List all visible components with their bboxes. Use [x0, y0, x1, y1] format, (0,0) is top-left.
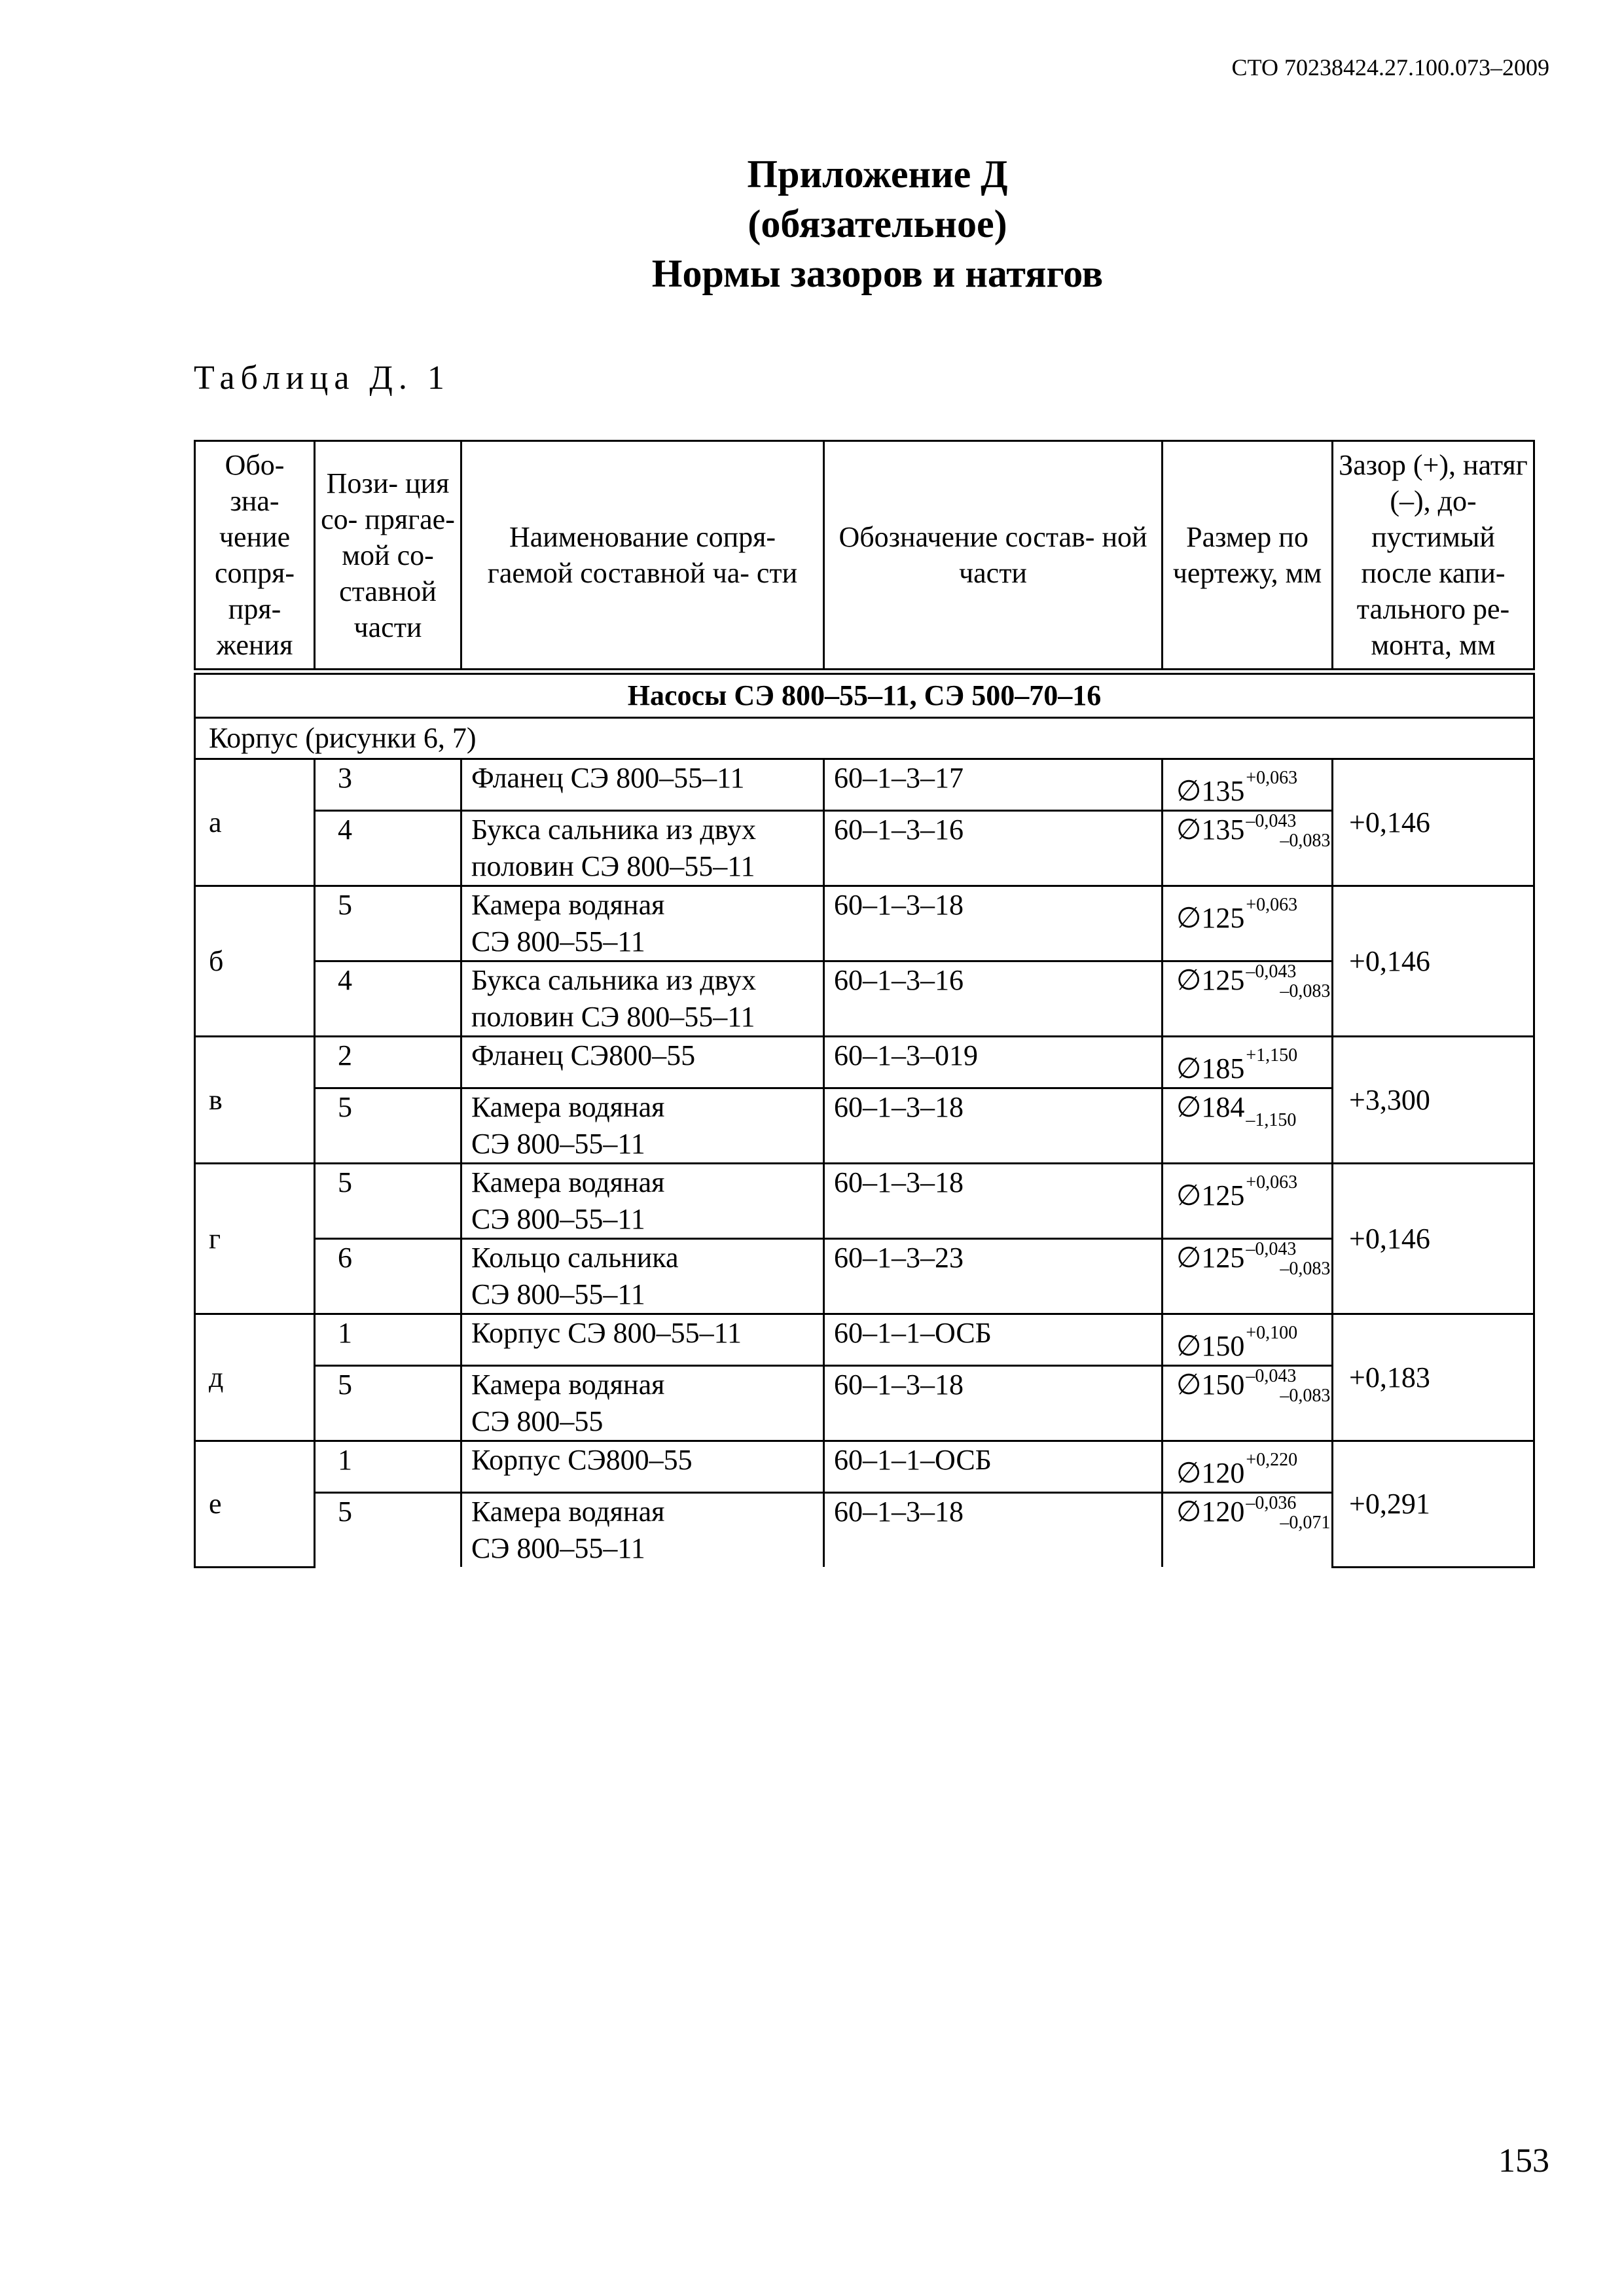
part-name-cell — [461, 759, 824, 811]
part-name-line: СЭ 800–55–11 — [471, 1128, 645, 1160]
part-name-cell — [461, 1239, 824, 1314]
upper-deviation: –0,043 — [1246, 1239, 1297, 1259]
col-header-designation: Обозначение состав- ной части — [824, 441, 1163, 672]
part-name-line: Камера водяная — [471, 1166, 665, 1198]
gap-value-cell: +0,146 — [1333, 1164, 1534, 1314]
tolerance-stack — [1246, 1494, 1330, 1533]
part-name-line: Камера водяная — [471, 1091, 665, 1123]
designation-cell: 60–1–3–18 — [824, 1493, 1163, 1568]
part-name-cell — [461, 811, 824, 886]
size-cell — [1163, 886, 1333, 961]
part-name-line: половин СЭ 800–55–11 — [471, 1001, 755, 1033]
col-header-name: Наименование сопря- гаемой составной ча- сти — [461, 441, 824, 672]
nominal-size: ∅150 — [1176, 1330, 1245, 1362]
mating-mark-cell: в — [195, 1037, 315, 1164]
part-name-cell — [461, 886, 824, 961]
lower-deviation: –0,071 — [1280, 1513, 1331, 1533]
upper-deviation: –0,036 — [1246, 1493, 1297, 1513]
nominal-size: ∅135 — [1176, 775, 1245, 807]
part-name-line: Камера водяная — [471, 889, 665, 921]
group-row — [195, 718, 1534, 759]
document-code: СТО 70238424.27.100.073–2009 — [1231, 54, 1549, 81]
position-cell: 5 — [315, 1164, 461, 1239]
position-cell: 5 — [315, 1493, 461, 1568]
section-title: Насосы СЭ 800–55–11, СЭ 500–70–16 — [195, 672, 1534, 718]
table-row — [195, 1441, 1534, 1493]
part-name-cell — [461, 1314, 824, 1366]
part-name-cell — [461, 1493, 824, 1568]
position-cell: 4 — [315, 811, 461, 886]
part-name-line: СЭ 800–55–11 — [471, 1532, 645, 1564]
mating-mark-cell: д — [195, 1314, 315, 1441]
size-cell — [1163, 1366, 1333, 1441]
designation-cell: 60–1–1–ОСБ — [824, 1441, 1163, 1493]
part-name-line: Кольцо сальника — [471, 1242, 679, 1274]
lower-deviation: –0,083 — [1280, 831, 1331, 851]
part-name-line: Фланец СЭ800–55 — [471, 1039, 696, 1071]
nominal-size: ∅135 — [1176, 814, 1245, 846]
mating-mark-cell: б — [195, 886, 315, 1037]
part-name-line: СЭ 800–55–11 — [471, 925, 645, 958]
part-name-line: Корпус СЭ 800–55–11 — [471, 1317, 742, 1349]
part-name-line: Букса сальника из двух — [471, 964, 756, 996]
size-cell — [1163, 811, 1333, 886]
designation-cell: 60–1–3–18 — [824, 886, 1163, 961]
col-header-size: Размер по чертежу, мм — [1163, 441, 1333, 672]
mating-mark-cell: е — [195, 1441, 315, 1568]
table-row — [195, 759, 1534, 811]
gap-value-cell: +0,183 — [1333, 1314, 1534, 1441]
designation-cell: 60–1–3–18 — [824, 1164, 1163, 1239]
tolerance-stack — [1246, 1240, 1330, 1279]
lower-deviation: –1,150 — [1246, 1110, 1297, 1130]
size-cell — [1163, 1037, 1333, 1088]
designation-cell: 60–1–3–18 — [824, 1088, 1163, 1164]
upper-deviation: +0,100 — [1246, 1323, 1298, 1343]
part-name-cell — [461, 1088, 824, 1164]
table-row — [195, 1314, 1534, 1366]
group-title: Корпус (рисунки 6, 7) — [195, 718, 1534, 759]
col-header-position: Пози- ция со- прягае- мой со- ставной части — [315, 441, 461, 672]
nominal-size: ∅185 — [1176, 1052, 1245, 1085]
appendix-title: Приложение Д — [747, 152, 1008, 196]
table-caption: Таблица Д. 1 — [194, 359, 450, 397]
position-cell: 6 — [315, 1239, 461, 1314]
part-name-line: половин СЭ 800–55–11 — [471, 850, 755, 882]
position-cell: 5 — [315, 1088, 461, 1164]
upper-deviation: +1,150 — [1246, 1045, 1298, 1066]
upper-deviation: –0,043 — [1246, 1366, 1297, 1386]
page-number: 153 — [1498, 2142, 1549, 2179]
position-cell: 2 — [315, 1037, 461, 1088]
upper-deviation: +0,063 — [1246, 1172, 1298, 1193]
upper-deviation: +0,063 — [1246, 768, 1298, 788]
size-cell — [1163, 1088, 1333, 1164]
nominal-size: ∅125 — [1176, 1242, 1245, 1274]
part-name-line: Фланец СЭ 800–55–11 — [471, 762, 745, 794]
nominal-size: ∅150 — [1176, 1369, 1245, 1401]
upper-deviation: +0,220 — [1246, 1450, 1298, 1470]
position-cell: 5 — [315, 1366, 461, 1441]
size-cell — [1163, 1493, 1333, 1568]
col-header-mark: Обо- зна- чение сопря- пря- жения — [195, 441, 315, 672]
section-row — [195, 672, 1534, 718]
upper-deviation: +0,063 — [1246, 895, 1298, 915]
tolerance-stack — [1246, 1367, 1330, 1406]
part-name-cell — [461, 1164, 824, 1239]
size-cell — [1163, 1164, 1333, 1239]
designation-cell: 60–1–3–019 — [824, 1037, 1163, 1088]
gap-value-cell: +0,291 — [1333, 1441, 1534, 1568]
position-cell: 4 — [315, 961, 461, 1037]
gap-value-cell: +3,300 — [1333, 1037, 1534, 1164]
lower-deviation: –0,083 — [1280, 981, 1331, 1001]
position-cell: 1 — [315, 1441, 461, 1493]
lower-deviation: –0,083 — [1280, 1386, 1331, 1406]
nominal-size: ∅125 — [1176, 902, 1245, 934]
designation-cell: 60–1–3–16 — [824, 961, 1163, 1037]
tolerance-stack — [1246, 962, 1330, 1001]
size-cell — [1163, 1441, 1333, 1493]
part-name-line: СЭ 800–55–11 — [471, 1278, 645, 1310]
part-name-cell — [461, 1366, 824, 1441]
gap-value-cell: +0,146 — [1333, 886, 1534, 1037]
nominal-size: ∅125 — [1176, 1179, 1245, 1211]
tolerance-stack — [1246, 812, 1330, 851]
col-header-gap: Зазор (+), натяг (–), до- пустимый после капи- тального ре- монта, мм — [1333, 441, 1534, 672]
mating-mark-cell: г — [195, 1164, 315, 1314]
position-cell: 1 — [315, 1314, 461, 1366]
designation-cell: 60–1–3–18 — [824, 1366, 1163, 1441]
nominal-size: ∅184 — [1176, 1091, 1245, 1123]
nominal-size: ∅120 — [1176, 1496, 1245, 1528]
designation-cell: 60–1–1–ОСБ — [824, 1314, 1163, 1366]
size-cell — [1163, 1314, 1333, 1366]
size-cell — [1163, 961, 1333, 1037]
part-name-line: Камера водяная — [471, 1369, 665, 1401]
appendix-subject: Нормы зазоров и натягов — [651, 252, 1104, 295]
appendix-status: (обязательное) — [748, 202, 1007, 245]
part-name-line: СЭ 800–55 — [471, 1405, 604, 1437]
gap-value-cell: +0,146 — [1333, 759, 1534, 886]
mating-mark-cell: а — [195, 759, 315, 886]
table-row — [195, 886, 1534, 961]
designation-cell: 60–1–3–17 — [824, 759, 1163, 811]
designation-cell: 60–1–3–23 — [824, 1239, 1163, 1314]
part-name-line: Корпус СЭ800–55 — [471, 1444, 693, 1476]
size-cell — [1163, 759, 1333, 811]
nominal-size: ∅125 — [1176, 964, 1245, 996]
part-name-cell — [461, 961, 824, 1037]
position-cell: 3 — [315, 759, 461, 811]
part-name-line: Камера водяная — [471, 1496, 665, 1528]
designation-cell: 60–1–3–16 — [824, 811, 1163, 886]
table-header-row — [195, 441, 1534, 672]
table-row — [195, 1037, 1534, 1088]
size-cell — [1163, 1239, 1333, 1314]
part-name-line: Букса сальника из двух — [471, 814, 756, 846]
position-cell: 5 — [315, 886, 461, 961]
upper-deviation: –0,043 — [1246, 961, 1297, 982]
part-name-cell — [461, 1037, 824, 1088]
part-name-line: СЭ 800–55–11 — [471, 1203, 645, 1235]
upper-deviation: –0,043 — [1246, 811, 1297, 831]
lower-deviation: –0,083 — [1280, 1259, 1331, 1279]
nominal-size: ∅120 — [1176, 1457, 1245, 1489]
appendix-heading — [0, 149, 1624, 298]
table-row — [195, 1164, 1534, 1239]
clearance-table — [194, 440, 1535, 1568]
part-name-cell — [461, 1441, 824, 1493]
